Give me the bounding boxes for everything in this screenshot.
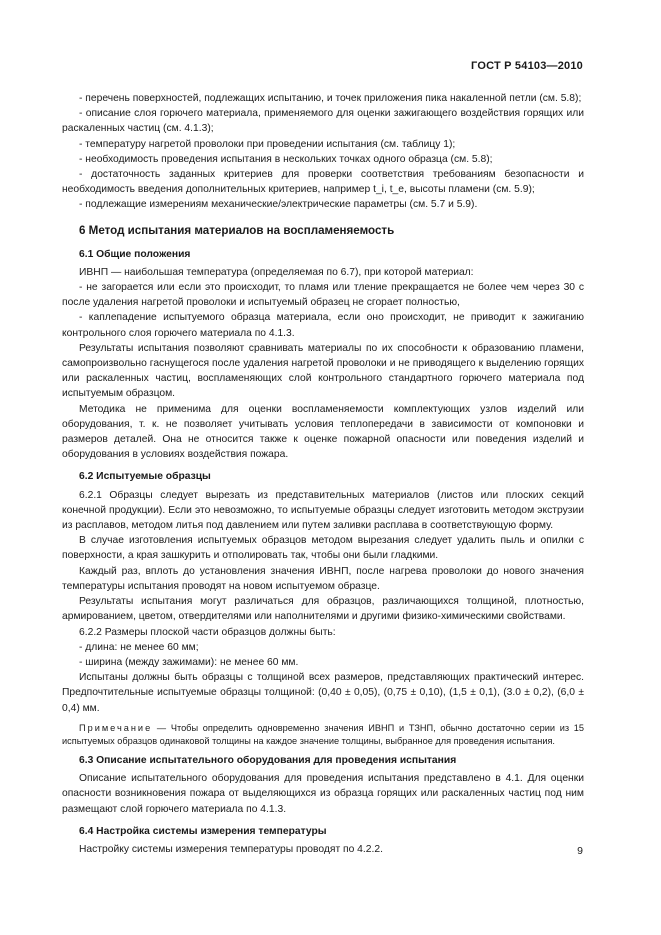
list-item: - температуру нагретой проволоки при проведении испытания (см. таблицу 1); <box>79 138 456 150</box>
section-6-1-title: 6.1 Общие положения <box>79 248 191 260</box>
list-item: - перечень поверхностей, подлежащих испытанию, и точек приложения пика накаленной петли (см. 5.8); <box>79 93 582 104</box>
note <box>62 722 584 749</box>
list-item: - необходимость проведения испытания в нескольких точках одного образца (см. 5.8); <box>79 153 493 165</box>
paragraph: Описание испытательного оборудования для проведения испытания представлено в 4.1. Для оценки опасности возникновения пожара от выделяющихся из образца горящих или раскаленных частиц под ним размещают слой горючего материала по 4.1.3. <box>62 773 584 815</box>
paragraph: Настройку системы измерения температуры проводят по 4.2.2. <box>79 843 383 855</box>
paragraph: 6.2.2 Размеры плоской части образцов должны быть: <box>79 626 336 638</box>
standard-header: ГОСТ Р 54103—2010 <box>471 60 583 72</box>
paragraph: Методика не применима для оценки воспламеняемости комплектующих узлов изделий или оборудования, т. к. не позволяет учитывать условия теплопередачи в зависимости от компоновки и размеров деталей. Она не относится также к оценке пожарной опасности или поведения изделий и оборудования в условиях воздействия пожара. <box>62 403 584 461</box>
note-label: Примечание <box>79 722 153 733</box>
note-text: — Чтобы определить одновременно значения ИВНП и ТЗНП, обычно достаточно серии из 15 испытуемых образцов одинаковой толщины на каждое значение толщины, выбранное для проведения испытания. <box>62 722 584 747</box>
paragraph: 6.2.1 Образцы следует вырезать из представительных материалов (листов или плоских секций конечной продукции). Если это невозможно, то испытуемые образцы следует изготовить методом экструзии из расплавов, методом литья под давлением или путем заливки расплава в соответствующую форму. <box>62 489 584 532</box>
list-item: - не загорается или если это происходит, то пламя или тление прекращается не более чем через 30 с после удаления нагретой проволоки и испытуемый образец не сгорает полностью, <box>62 282 584 309</box>
paragraph: Каждый раз, вплоть до установления значения ИВНП, после нагрева проволоки до нового значения температуры испытания проводят на новом испытуемом образце. <box>62 565 584 592</box>
list-item: - описание слоя горючего материала, применяемого для оценки зажигающего воздействия горящих или раскаленных частиц (см. 4.1.3); <box>62 108 584 135</box>
paragraph: Результаты испытания позволяют сравнивать материалы по их способности к образованию пламени, самопроизвольно гаснущегося после удаления нагретой проволоки и не приводящего к выделению горящих или раскаленных частиц, воспламеняющих слой контрольного стандартного горючего материала под испытуемым образцом. <box>62 342 584 400</box>
list-item: - ширина (между зажимами): не менее 60 мм. <box>79 656 299 668</box>
paragraph: Испытаны должны быть образцы с толщиной всех размеров, представляющих практический интерес. Предпочтительные испытуемые образцы толщиной: (0,40 ± 0,05), (0,75 ± 0,10), (1,5 ± 0,1), (3.0 ± 0,2), (6,0 ± 0,4) мм. <box>62 672 584 714</box>
page-body <box>62 91 584 857</box>
section-6-2-title: 6.2 Испытуемые образцы <box>79 471 211 483</box>
page-number: 9 <box>577 845 583 857</box>
list-item: - достаточность заданных критериев для проверки соответствия требованиям безопасности и необходимость введения дополнительных критериев, например t_i, t_e, высоты пламени (см. 5.9); <box>62 169 584 196</box>
section-6-title: 6 Метод испытания материалов на воспламеняемость <box>79 223 395 237</box>
paragraph: В случае изготовления испытуемых образцов методом вырезания следует удалить пыль и опилки с поверхности, а края зашкурить и отполировать так, чтобы они были гладкими. <box>62 535 584 562</box>
list-item: - подлежащие измерениям механические/электрические параметры (см. 5.7 и 5.9). <box>79 199 478 211</box>
section-6-4-title: 6.4 Настройка системы измерения температуры <box>79 825 327 837</box>
section-6-3-title: 6.3 Описание испытательного оборудования для проведения испытания <box>79 754 457 766</box>
paragraph: ИВНП — наибольшая температура (определяемая по 6.7), при которой материал: <box>79 266 474 278</box>
list-item: - каплепадение испытуемого образца материала, если оно происходит, не приводит к зажиганию контрольного слоя горючего материала по 4.1.3. <box>62 312 584 339</box>
paragraph: Результаты испытания могут различаться для образцов, различающихся толщиной, плотностью, армированием, цветом, отвердителями или наполнителями и другими физико-химическими свойствами. <box>62 596 584 623</box>
list-item: - длина: не менее 60 мм; <box>79 641 199 653</box>
